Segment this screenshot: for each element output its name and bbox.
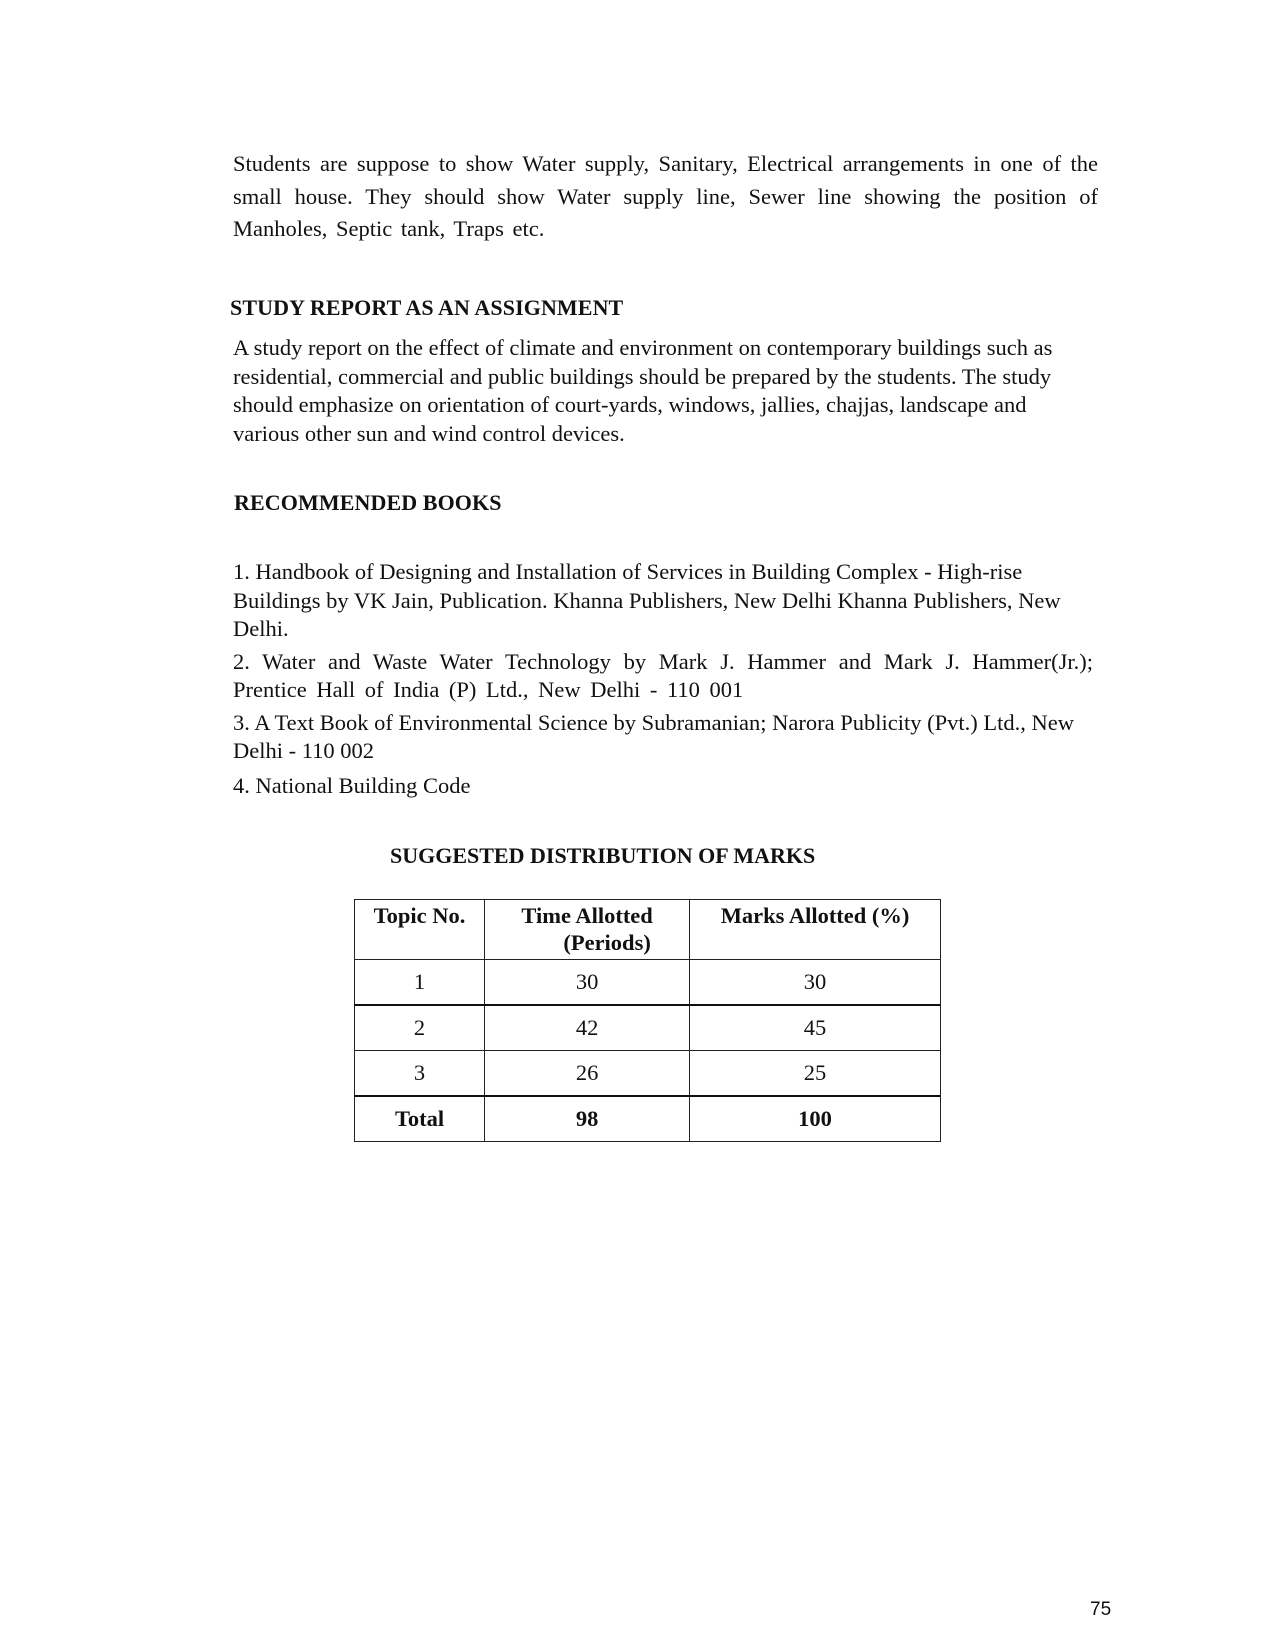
header-marks-allotted: Marks Allotted (%) (690, 900, 941, 960)
cell-topic: 1 (355, 960, 485, 1006)
recommended-books-list (233, 558, 1093, 800)
cell-total-marks: 100 (690, 1096, 941, 1142)
header-time-allotted-line2: (Periods) (563, 930, 651, 955)
cell-total-label: Total (355, 1096, 485, 1142)
marks-distribution-table (354, 899, 941, 1142)
table-row (355, 1051, 941, 1097)
table-row (355, 1005, 941, 1051)
table-row (355, 960, 941, 1006)
book-item: 3. A Text Book of Environmental Science by Subramanian; Narora Publicity (Pvt.) Ltd., New Delhi - 110 002 (233, 709, 1074, 763)
study-report-paragraph: A study report on the effect of climate and environment on contemporary buildings such as residential, commercial and public buildings should be prepared by the students. The study should emphasize on orientation of court-yards, windows, jallies, chajjas, landscape and various other sun and wind control devices. (233, 335, 1053, 446)
cell-time: 26 (485, 1051, 690, 1097)
intro-paragraph: Students are suppose to show Water supply, Sanitary, Electrical arrangements in one of the small house. They should show Water supply line, Sewer line showing the position of Manholes, Septic tank, Traps etc. (233, 151, 1098, 241)
cell-marks: 30 (690, 960, 941, 1006)
header-topic-no: Topic No. (355, 900, 485, 960)
study-report-heading: STUDY REPORT AS AN ASSIGNMENT (230, 295, 624, 320)
cell-marks: 45 (690, 1005, 941, 1051)
cell-topic: 2 (355, 1005, 485, 1051)
cell-topic: 3 (355, 1051, 485, 1097)
marks-distribution-heading: SUGGESTED DISTRIBUTION OF MARKS (390, 843, 816, 868)
book-item: 4. National Building Code (233, 772, 471, 798)
header-time-allotted (485, 900, 690, 960)
table-total-row (355, 1096, 941, 1142)
recommended-books-heading: RECOMMENDED BOOKS (234, 490, 502, 515)
cell-time: 42 (485, 1005, 690, 1051)
header-time-allotted-line1: Time Allotted (521, 903, 653, 928)
table-header-row (355, 900, 941, 960)
cell-marks: 25 (690, 1051, 941, 1097)
book-item: 1. Handbook of Designing and Installation of Services in Building Complex - High-rise Buildings by VK Jain, Publication. Khanna Publishers, New Delhi Khanna Publishers, New Delhi. (233, 559, 1061, 641)
cell-time: 30 (485, 960, 690, 1006)
book-item: 2. Water and Waste Water Technology by Mark J. Hammer and Mark J. Hammer(Jr.); Prentice Hall of India (P) Ltd., New Delhi - 110 001 (233, 648, 1093, 702)
cell-total-time: 98 (485, 1096, 690, 1142)
page-number: 75 (1090, 1599, 1112, 1620)
